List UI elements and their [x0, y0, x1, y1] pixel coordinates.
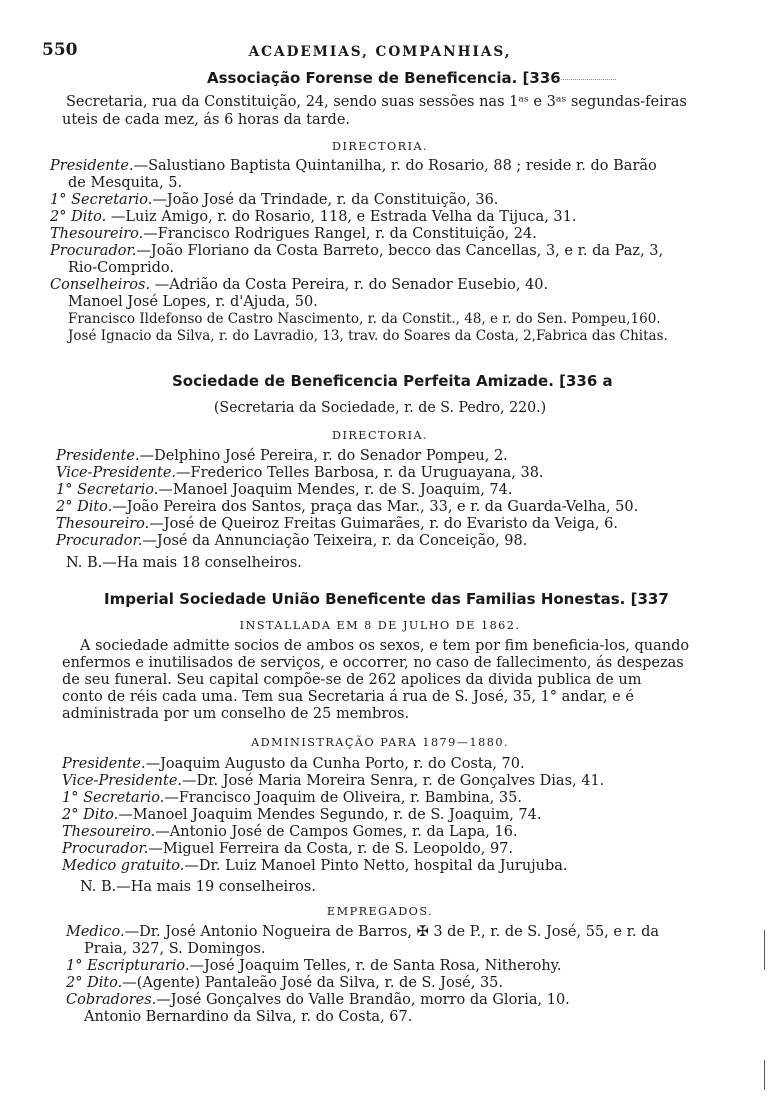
note-line: N. B.—Ha mais 18 conselheiros. [66, 555, 302, 571]
dotted-rule [548, 79, 616, 80]
paragraph-line: A sociedade admitte socios de ambos os sexos, e tem por fim beneficia-los, quando [80, 638, 690, 654]
installed-line: INSTALLADA EM 8 DE JULHO DE 1862. [239, 618, 521, 632]
employee-line: Medico.—Dr. José Antonio Nogueira de Barros, ✠ 3 de P., r. de S. José, 55, e r. da [66, 924, 660, 940]
entry-line: Presidente.—Joaquim Augusto da Cunha Porto, r. do Costa, 70. [62, 756, 525, 772]
employee-line: 1° Escripturario.—José Joaquim Telles, r. de Santa Rosa, Nitherohy. [66, 958, 562, 974]
info-line: uteis de cada mez, ás 6 horas da tarde. [62, 112, 351, 128]
employee-line: 2° Dito.—(Agente) Pantaleão José da Silva, r. de S. José, 35. [66, 975, 504, 991]
entry-line: 1° Secretario.—Francisco Joaquim de Oliveira, r. Bambina, 35. [62, 790, 522, 806]
entry-line: José Ignacio da Silva, r. do Lavradio, 13, trav. do Soares da Costa, 2,Fabrica das Chitas. [68, 328, 668, 344]
section-heading: ADMINISTRAÇÃO PARA 1879—1880. [251, 735, 509, 749]
entry-line: Vice-Presidente.—Frederico Telles Barbosa, r. da Uruguayana, 38. [56, 465, 544, 481]
paragraph-line: administrada por um conselho de 25 membros. [62, 706, 410, 722]
entry-line: Procurador.—Miguel Ferreira da Costa, r. de S. Leopoldo, 97. [62, 841, 514, 857]
entry-line: 1° Secretario.—Manoel Joaquim Mendes, r. de S. Joaquim, 74. [56, 482, 513, 498]
entry-line: 2° Dito. —Luiz Amigo, r. do Rosario, 118, e Estrada Velha da Tijuca, 31. [50, 209, 577, 225]
info-line: Secretaria, rua da Constituição, 24, sendo suas sessões nas 1ᵃˢ e 3ᵃˢ segundas-feiras [66, 94, 687, 110]
entry-line: Rio-Comprido. [68, 260, 174, 276]
page-number: 550 [42, 40, 78, 60]
entry-line: Medico gratuito.—Dr. Luiz Manoel Pinto Netto, hospital da Jurujuba. [62, 858, 568, 874]
entry-line: Francisco Ildefonso de Castro Nascimento, r. da Constit., 48, e r. do Sen. Pompeu,160. [68, 311, 661, 327]
employee-line: Antonio Bernardino da Silva, r. do Costa, 67. [84, 1009, 413, 1025]
entry-line: Procurador.—João Floriano da Costa Barreto, becco das Cancellas, 3, e r. da Paz, 3, [50, 243, 664, 259]
entry-line: Procurador.—José da Annunciação Teixeira, r. da Conceição, 98. [56, 533, 528, 549]
margin-mark [764, 1060, 765, 1090]
entry-line: Vice-Presidente.—Dr. José Maria Moreira Senra, r. de Gonçalves Dias, 41. [62, 773, 605, 789]
entry-line: 2° Dito.—João Pereira dos Santos, praça das Mar., 33, e r. da Guarda-Velha, 50. [56, 499, 639, 515]
section-title: Imperial Sociedade União Beneficente das Familias Honestas. [337 [104, 590, 669, 608]
employee-line: Cobradores.—José Gonçalves do Valle Brandão, morro da Gloria, 10. [66, 992, 570, 1008]
section-title: Associação Forense de Beneficencia. [336 [207, 69, 561, 87]
section-heading: DIRECTORIA. [331, 428, 429, 442]
entry-line: Thesoureiro.—José de Queiroz Freitas Guimarães, r. do Evaristo da Veiga, 6. [56, 516, 618, 532]
paragraph-line: de seu funeral. Seu capital compõe-se de 262 apolices da divida publica de um [62, 672, 642, 688]
entry-line: 1° Secretario.—João José da Trindade, r. da Constituição, 36. [50, 192, 499, 208]
entry-line: Manoel José Lopes, r. d'Ajuda, 50. [68, 294, 318, 310]
section-heading: DIRECTORIA. [331, 139, 429, 153]
paragraph-line: conto de réis cada uma. Tem sua Secretaria á rua de S. José, 35, 1° andar, e é [62, 689, 634, 705]
entry-line: 2° Dito.—Manoel Joaquim Mendes Segundo, r. de S. Joaquim, 74. [62, 807, 542, 823]
employee-line: Praia, 327, S. Domingos. [84, 941, 266, 957]
section-title: Sociedade de Beneficencia Perfeita Amizade. [336 a [172, 372, 613, 390]
entry-line: Thesoureiro.—Francisco Rodrigues Rangel, r. da Constituição, 24. [50, 226, 537, 242]
margin-mark [764, 930, 765, 970]
note-line: N. B.—Ha mais 19 conselheiros. [80, 879, 316, 895]
section-subtitle: (Secretaria da Sociedade, r. de S. Pedro, 220.) [213, 400, 547, 416]
running-head: ACADEMIAS, COMPANHIAS, [248, 44, 512, 60]
entry-line: de Mesquita, 5. [68, 175, 183, 191]
section-heading: EMPREGADOS. [326, 904, 434, 918]
entry-line: Presidente.—Salustiano Baptista Quintanilha, r. do Rosario, 88 ; reside r. do Barão [50, 158, 657, 174]
entry-line: Presidente.—Delphino José Pereira, r. do Senador Pompeu, 2. [56, 448, 508, 464]
paragraph-line: enfermos e inutilisados de serviços, e occorrer, no caso de fallecimento, ás despezas [62, 655, 684, 671]
entry-line: Conselheiros. —Adrião da Costa Pereira, r. do Senador Eusebio, 40. [50, 277, 549, 293]
entry-line: Thesoureiro.—Antonio José de Campos Gomes, r. da Lapa, 16. [62, 824, 518, 840]
